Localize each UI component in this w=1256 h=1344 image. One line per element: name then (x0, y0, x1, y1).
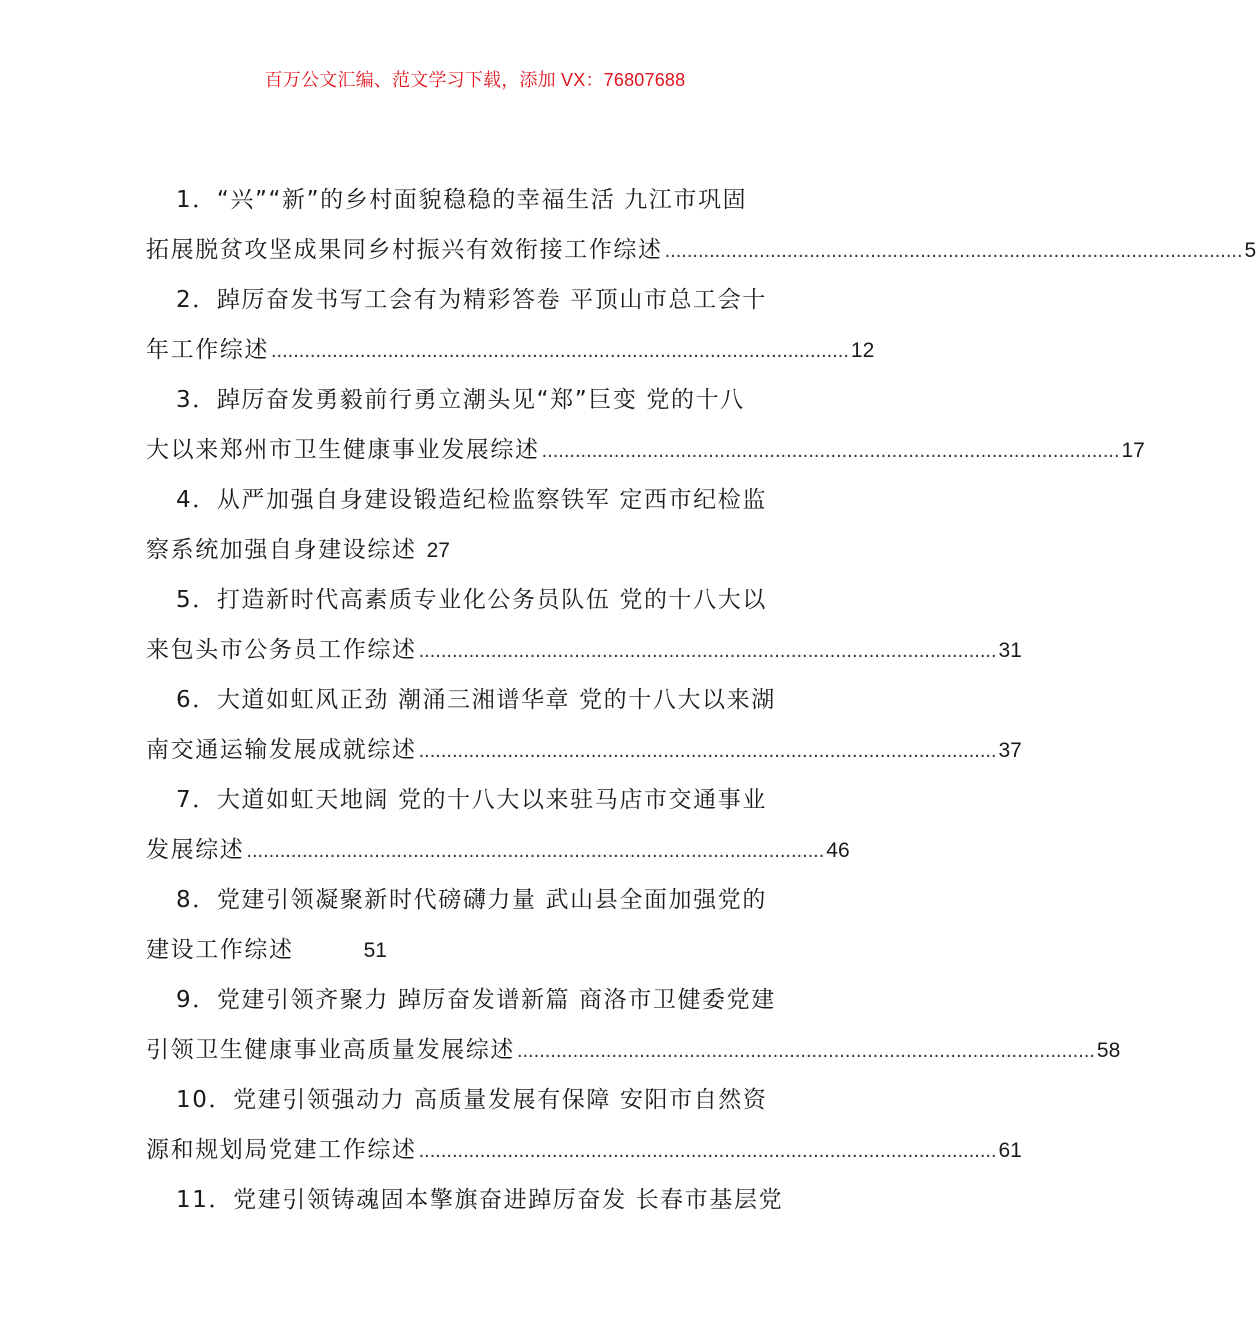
toc-page-number: 17 (1121, 439, 1145, 462)
toc-entry-title-cont: 建设工作综述 (146, 937, 294, 963)
toc-entry-1-line2[interactable] (146, 232, 1256, 282)
toc-entry-8-line1[interactable]: 8．党建引领凝聚新时代磅礴力量 武山县全面加强党的 (176, 887, 767, 913)
toc-entry-4-line2[interactable] (146, 532, 806, 582)
toc-entry-2-line2[interactable] (146, 332, 875, 382)
watermark-header: 百万公文汇编、范文学习下载，添加 VX：76807688 (264, 70, 686, 90)
dot-leader: ........................................................................................................ (541, 440, 1120, 462)
toc-page-number: 37 (998, 739, 1022, 762)
toc-entry-10-line1[interactable]: 10．党建引领强动力 高质量发展有保障 安阳市自然资 (176, 1087, 768, 1113)
toc-entry-10-line2[interactable] (146, 1132, 1022, 1182)
toc-page-number: 5 (1244, 239, 1256, 262)
toc-entry-title-cont: 大以来郑州市卫生健康事业发展综述 (146, 437, 540, 463)
dot-leader: ........................................................................................................ (664, 240, 1243, 262)
toc-entry-title-cont: 引领卫生健康事业高质量发展综述 (146, 1037, 515, 1063)
toc-entry-2-line1[interactable]: 2．踔厉奋发书写工会有为精彩答卷 平顶山市总工会十 (176, 287, 767, 313)
toc-entry-8-line2[interactable] (146, 932, 806, 982)
toc-entry-9-line1[interactable]: 9．党建引领齐聚力 踔厉奋发谱新篇 商洛市卫健委党建 (176, 987, 776, 1013)
toc-page-number: 61 (998, 1139, 1022, 1162)
dot-leader: ........................................................................................................ (271, 340, 849, 362)
dot-leader: ........................................................................................................ (517, 1040, 1095, 1062)
toc-entry-1-line1[interactable]: 1．“兴”“新”的乡村面貌稳稳的幸福生活 九江市巩固 (176, 187, 748, 213)
toc-entry-title-cont: 发展综述 (146, 837, 245, 863)
dot-leader: ........................................................................................................ (418, 640, 997, 662)
toc-page-number: 12 (850, 339, 875, 362)
dot-leader: ........................................................................................................ (418, 1140, 997, 1162)
toc-page-number: 46 (826, 839, 850, 862)
toc-entry-3-line1[interactable]: 3．踔厉奋发勇毅前行勇立潮头见“郑”巨变 党的十八 (176, 387, 745, 413)
toc-entry-title-cont: 察系统加强自身建设综述 (146, 537, 417, 563)
toc-entry-6-line2[interactable] (146, 732, 1022, 782)
toc-entry-7-line1[interactable]: 7．大道如虹天地阔 党的十八大以来驻马店市交通事业 (176, 787, 767, 813)
toc-entry-title-cont: 南交通运输发展成就综述 (146, 737, 417, 763)
toc-page-number: 58 (1096, 1039, 1121, 1062)
toc-page-number: 27 (426, 539, 450, 562)
toc-entry-5-line1[interactable]: 5．打造新时代高素质专业化公务员队伍 党的十八大以 (176, 587, 767, 613)
toc-entry-9-line2[interactable] (146, 1032, 1121, 1082)
toc-entry-4-line1[interactable]: 4．从严加强自身建设锻造纪检监察铁军 定西市纪检监 (176, 487, 767, 513)
table-of-contents (146, 182, 1256, 1232)
toc-entry-5-line2[interactable] (146, 632, 1022, 682)
toc-entry-title-cont: 来包头市公务员工作综述 (146, 637, 417, 663)
toc-page-number: 51 (363, 939, 387, 962)
toc-entry-3-line2[interactable] (146, 432, 1145, 482)
toc-entry-7-line2[interactable] (146, 832, 850, 882)
toc-page-number: 31 (998, 639, 1022, 662)
toc-entry-11-line1[interactable]: 11．党建引领铸魂固本擎旗奋进踔厉奋发 长春市基层党 (176, 1187, 784, 1213)
dot-leader: ........................................................................................................ (246, 840, 825, 862)
toc-entry-title-cont: 年工作综述 (146, 337, 269, 363)
toc-entry-title-cont: 源和规划局党建工作综述 (146, 1137, 417, 1163)
toc-entry-6-line1[interactable]: 6．大道如虹风正劲 潮涌三湘谱华章 党的十八大以来湖 (176, 687, 776, 713)
dot-leader: ........................................................................................................ (418, 740, 997, 762)
toc-entry-title-cont: 拓展脱贫攻坚成果同乡村振兴有效衔接工作综述 (146, 237, 663, 263)
